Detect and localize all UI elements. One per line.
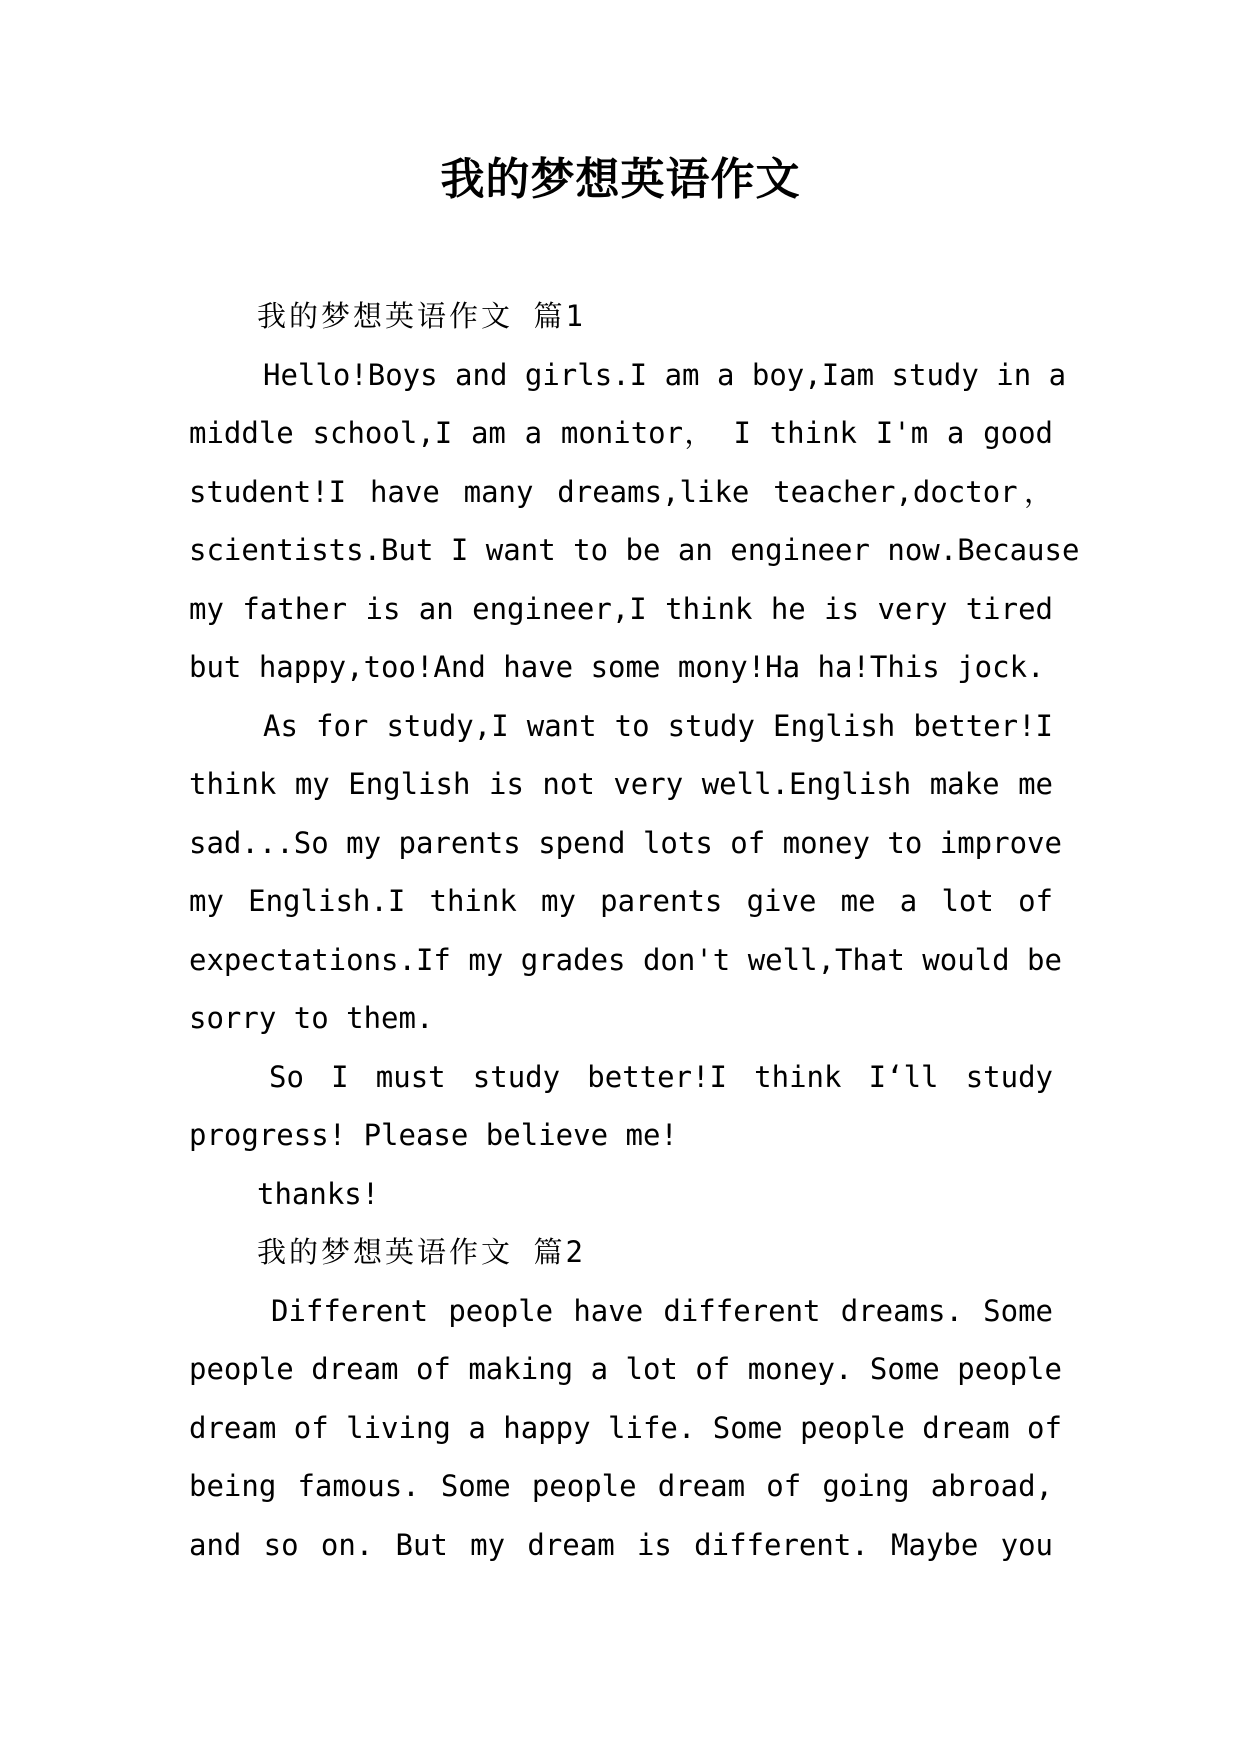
text-line: As for study,I want to study English better!I <box>263 708 1053 743</box>
document-title: 我的梦想英语作文 <box>440 154 801 205</box>
text-line: dream of living a happy life. Some people dream of <box>189 1410 1062 1445</box>
document-body <box>189 287 1080 1574</box>
text-line: scientists.But I want to be an engineer now.Because <box>189 533 1080 567</box>
text-line: my father is an engineer,I think he is very tired <box>189 591 1053 626</box>
section-heading-1: 我的梦想英语作文 篇1 <box>257 299 586 333</box>
text-line: think my English is not very well.English make me <box>189 767 1053 801</box>
text-line: middle school,I am a monitor， I think I'm a good <box>189 416 1053 450</box>
text-line: progress! Please believe me! <box>189 1118 678 1152</box>
paragraph-1-1 <box>189 346 1080 697</box>
text-line: Different people have different dreams. Some <box>271 1293 1053 1328</box>
paragraph-1-4 <box>189 1165 1053 1224</box>
paragraph-1-3 <box>189 1048 1053 1165</box>
text-line: my English.I think my parents give me a lot of <box>189 884 1053 918</box>
text-line: sorry to them. <box>189 1001 434 1035</box>
text-line: but happy,too!And have some mony!Ha ha!This jock. <box>189 650 1045 684</box>
text-line: expectations.If my grades don't well,That would be <box>189 942 1062 977</box>
text-line: So I must study better!I think I‘ll study <box>269 1059 1053 1094</box>
text-line: Hello!Boys and girls.I am a boy,Iam study in a <box>263 357 1067 392</box>
paragraph-2-1 <box>189 1282 1062 1575</box>
section-heading-2: 我的梦想英语作文 篇2 <box>257 1235 586 1269</box>
text-line: people dream of making a lot of money. Some people <box>189 1352 1062 1386</box>
text-line: being famous. Some people dream of going abroad, <box>189 1469 1053 1503</box>
paragraph-1-2 <box>189 697 1062 1048</box>
text-line: student!I have many dreams,like teacher,doctor， <box>189 474 1053 509</box>
text-line: thanks! <box>257 1176 380 1211</box>
text-line: sad...So my parents spend lots of money to improve <box>189 825 1062 860</box>
text-line: and so on. But my dream is different. Maybe you <box>189 1527 1053 1562</box>
